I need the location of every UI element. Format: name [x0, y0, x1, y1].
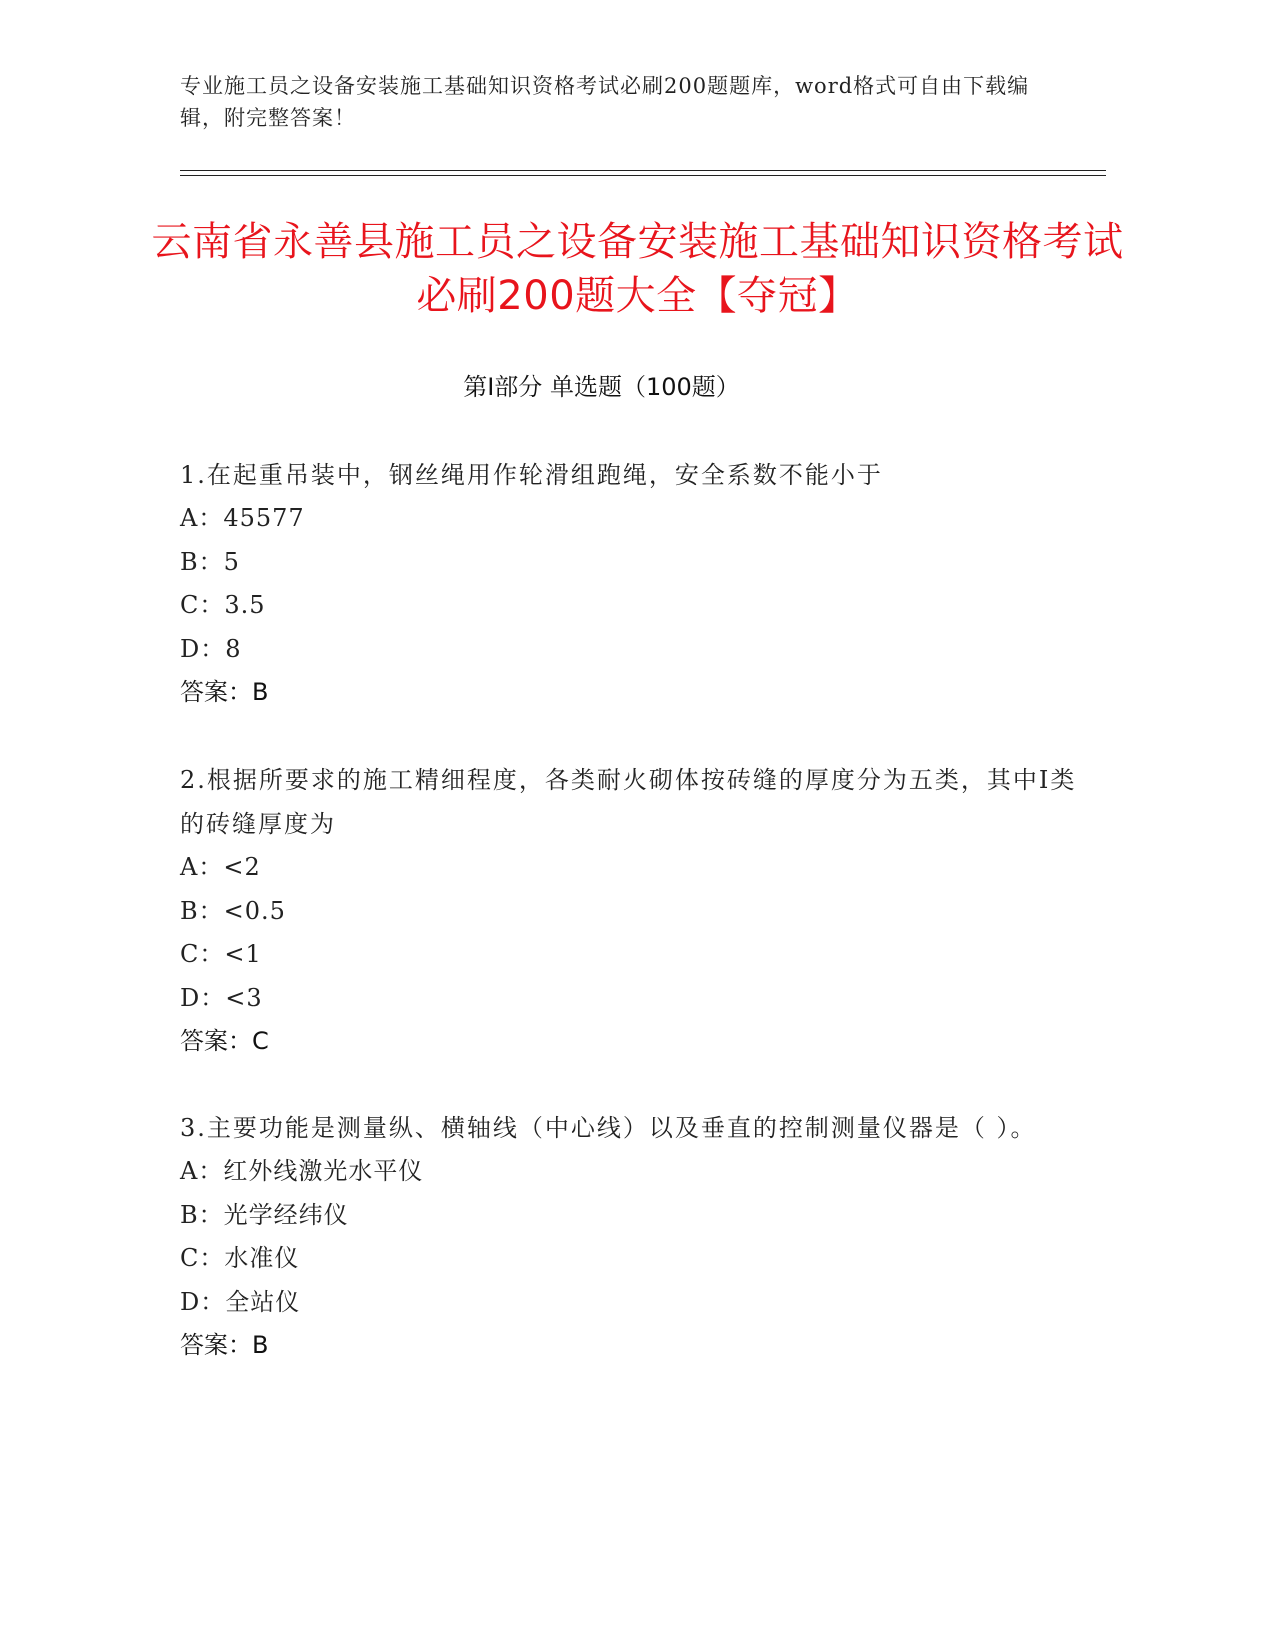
header-note: 专业施工员之设备安装施工基础知识资格考试必刷200题题库，word格式可自由下载编辑，附完整答案！	[180, 74, 1030, 130]
option-a: A：<2	[180, 853, 261, 881]
header-divider-bottom	[180, 175, 1106, 176]
option-c: C：水准仪	[180, 1244, 300, 1272]
answer: 答案：B	[180, 1331, 269, 1359]
question-stem: 2.根据所要求的施工精细程度，各类耐火砌体按砖缝的厚度分为五类，其中Ⅰ类的砖缝厚度为	[180, 766, 1077, 838]
option-d: D：全站仪	[180, 1287, 301, 1316]
question-stem: 1.在起重吊装中，钢丝绳用作轮滑组跑绳，安全系数不能小于	[180, 461, 883, 489]
answer: 答案：B	[180, 678, 269, 706]
option-b: B：5	[180, 547, 240, 576]
document-title: 云南省永善县施工员之设备安装施工基础知识资格考试必刷200题大全【夺冠】	[151, 219, 1124, 319]
section-title: 第Ⅰ部分 单选题（100题）	[463, 373, 740, 401]
question-stem: 3.主要功能是测量纵、横轴线（中心线）以及垂直的控制测量仪器是（ ）。	[180, 1114, 1037, 1142]
option-b: B：<0.5	[180, 896, 286, 925]
header-divider-top	[180, 170, 1106, 171]
option-c: C：<1	[180, 940, 262, 968]
option-a: A：45577	[180, 504, 305, 532]
option-d: D：<3	[180, 983, 263, 1012]
option-d: D：8	[180, 634, 242, 663]
option-b: B：光学经纬仪	[180, 1200, 349, 1229]
answer: 答案：C	[180, 1027, 269, 1055]
question-2	[180, 758, 1080, 1064]
option-c: C：3.5	[180, 591, 266, 619]
question-3	[180, 1106, 1080, 1368]
question-1	[180, 453, 1080, 715]
option-a: A：红外线激光水平仪	[180, 1157, 424, 1185]
